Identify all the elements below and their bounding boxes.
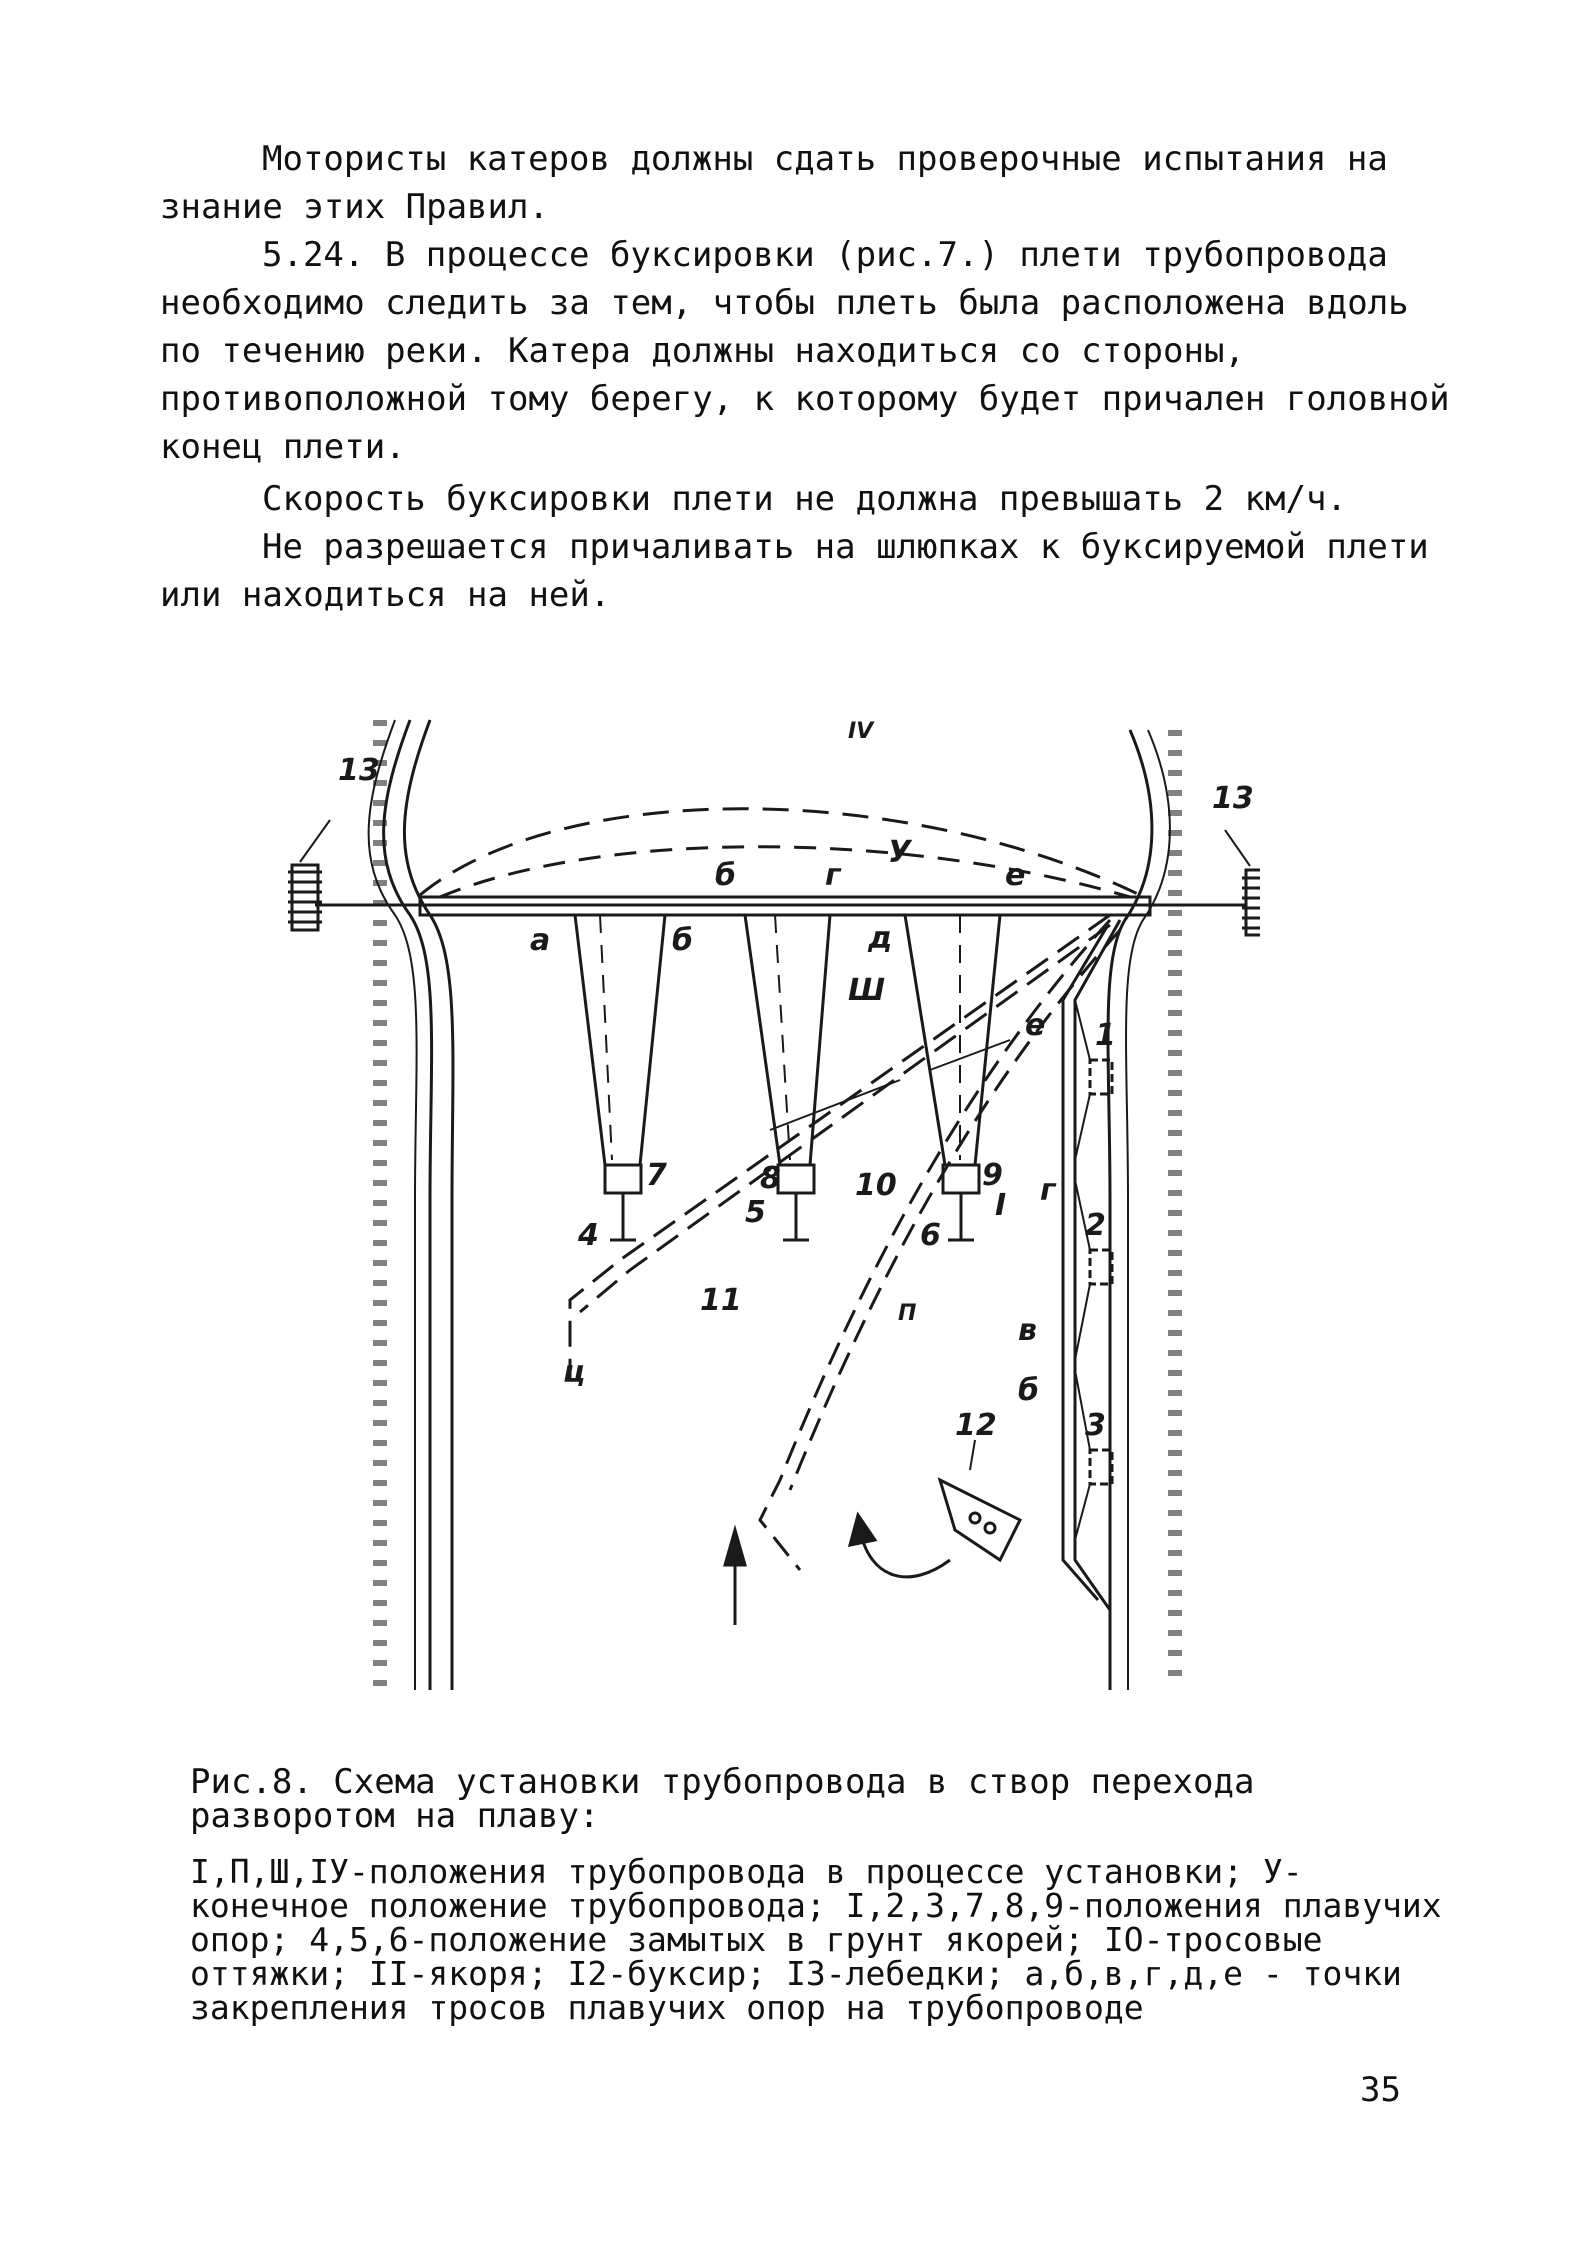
label-float-7: 7 bbox=[646, 1158, 667, 1193]
label-anchor-4: 4 bbox=[578, 1218, 599, 1253]
label-tug-12: 12 bbox=[955, 1408, 997, 1443]
label-anchor-5: 5 bbox=[745, 1195, 766, 1230]
figure-caption bbox=[190, 1762, 1460, 2027]
river-current-arrow bbox=[725, 1530, 745, 1625]
figure bbox=[260, 700, 1260, 1704]
label-anchor-6: 6 bbox=[920, 1218, 941, 1253]
winch-left bbox=[288, 820, 330, 930]
label-position-iii: Ш bbox=[848, 973, 886, 1008]
label-winch-right: 13 bbox=[1212, 781, 1254, 816]
body-text bbox=[160, 135, 1450, 619]
label-point-g-right: г bbox=[1040, 1173, 1056, 1208]
label-point-g-top: г bbox=[825, 858, 841, 893]
caption-legend: I,П,Ш,IУ-положения трубопровода в процессе установки; У-конечное положение трубопровода; I,2,3,7,8,9-положения плавучих опор; 4,5,6-положение замытых в грунт якорей; IO-тросовые оттяжки; II-якоря; I2-буксир; I3-лебедки; а,б,в,г,д,е - точки закрепления тросов плавучих опор на трубопроводе bbox=[190, 1852, 1442, 2027]
pipeline-scheme-diagram bbox=[260, 700, 1260, 1700]
tug-12 bbox=[940, 1440, 1020, 1560]
pipeline-position-v bbox=[440, 847, 1130, 897]
winch-right bbox=[1225, 830, 1260, 935]
label-position-ii: П bbox=[898, 1301, 917, 1326]
label-float-8: 8 bbox=[760, 1161, 781, 1196]
rotation-arrow bbox=[850, 1515, 950, 1577]
label-point-v-right: в bbox=[1018, 1313, 1037, 1348]
label-point-e-top: е bbox=[1005, 858, 1026, 893]
label-winch-left: 13 bbox=[338, 753, 380, 788]
label-position-v: У bbox=[888, 835, 912, 870]
label-guys-10: 10 bbox=[855, 1168, 897, 1203]
paragraph: Мотористы катеров должны сдать проверочные испытания на знание этих Правил. bbox=[160, 139, 1388, 227]
paragraph: Не разрешается причаливать на шлюпках к буксируемой плети или находиться на ней. bbox=[160, 527, 1429, 615]
label-position-iv: IV bbox=[848, 719, 874, 744]
guy-lines-10 bbox=[770, 1040, 1010, 1130]
label-position-i: I bbox=[995, 1188, 1007, 1223]
label-point-a: а bbox=[530, 923, 551, 958]
label-float-3: 3 bbox=[1085, 1408, 1106, 1443]
pipeline-position-iii bbox=[570, 915, 1110, 1380]
label-float-1: 1 bbox=[1095, 1018, 1116, 1053]
paragraph: Скорость буксировки плети не должна превышать 2 км/ч. bbox=[262, 479, 1347, 519]
label-float-9: 9 bbox=[982, 1158, 1003, 1193]
label-point-d: д bbox=[868, 921, 893, 956]
label-point-b-right: б bbox=[1018, 1373, 1039, 1408]
label-position-ii-end: ц bbox=[563, 1355, 586, 1390]
caption-title: Рис.8. Схема установки трубопровода в створ перехода разворотом на плаву: bbox=[190, 1762, 1255, 1836]
pipeline-final-position bbox=[315, 897, 1246, 915]
left-riverbank bbox=[369, 720, 453, 1690]
page-number: 35 bbox=[1360, 2070, 1401, 2110]
pipeline-position-iv bbox=[420, 809, 1140, 895]
float-support-8 bbox=[745, 915, 830, 1240]
right-riverbank bbox=[1108, 730, 1175, 1690]
label-point-b-left: б bbox=[672, 923, 693, 958]
label-point-b-top: б bbox=[715, 858, 736, 893]
paragraph: 5.24. В процессе буксировки (рис.7.) плети трубопровода необходимо следить за тем, чтобы плеть была расположена вдоль по течению реки. Катера должны находиться со стороны, противоположной тому берегу, к которому будет причален головной конец плети. bbox=[160, 235, 1450, 467]
label-point-e-diag: е bbox=[1025, 1008, 1046, 1043]
label-float-2: 2 bbox=[1085, 1208, 1106, 1243]
label-anchors-11: 11 bbox=[700, 1283, 742, 1318]
